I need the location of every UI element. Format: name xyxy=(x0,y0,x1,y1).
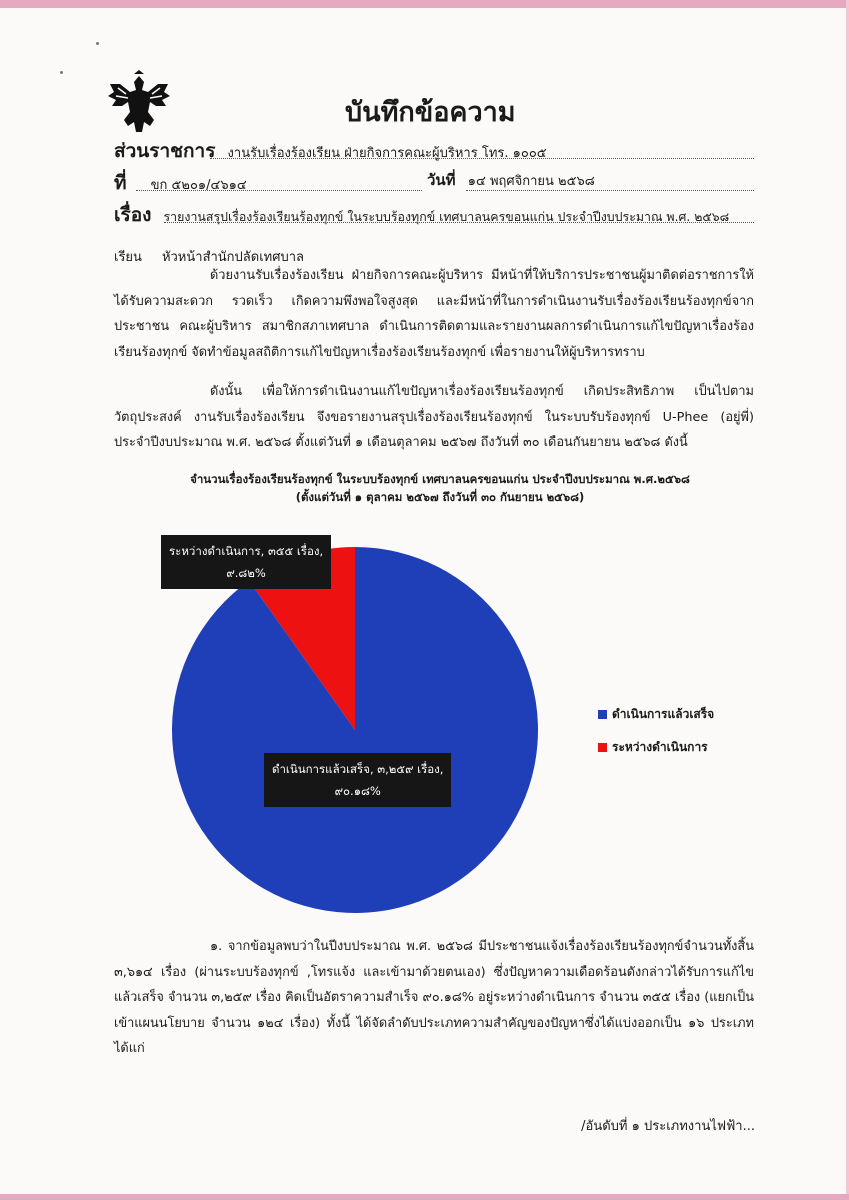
salutation-value: หัวหน้าสำนักปลัดเทศบาล xyxy=(161,250,304,265)
legend-swatch-in-progress xyxy=(598,743,607,752)
chart-title: จำนวนเรื่องร้องเรียนร้องทุกข์ ในระบบร้องทุกข์ เทศบาลนครขอนแก่น ประจำปีงบประมาณ พ.ศ.๒๕๖๘ xyxy=(190,472,690,486)
paragraph-1-text: ด้วยงานรับเรื่องร้องเรียน ฝ่ายกิจการคณะผู้บริหาร มีหน้าที่ให้บริการประชาชนผู้มาติดต่อราชการให้ได้รับความสะดวก รวดเร็ว เกิดความพึงพอใจสูงสุด และมีหน้าที่ในการดำเนินงานรับเรื่องร้องเรียนร้องทุกข์จากประชาชน คณะผู้บริหาร สมาชิกสภาเทศบาล ดำเนินการติดตามและรายงานผลการดำเนินการแก้ไขปัญหาเรื่องร้องเรียนร้องทุกข์ จัดทำข้อมูลสถิติการแก้ไขปัญหาเรื่องร้องเรียนร้องทุกข์ เพื่อรายงานให้ผู้บริหารทราบ xyxy=(114,268,754,360)
pie-label-in-progress-line2: ๙.๘๒% xyxy=(226,566,266,580)
date-label: วันที่ xyxy=(427,171,456,189)
pie-data-label-completed xyxy=(264,753,451,807)
paragraph-2-text: ดังนั้น เพื่อให้การดำเนินงานแก้ไขปัญหาเรื่องร้องเรียนร้องทุกข์ เกิดประสิทธิภาพ เป็นไปตามวัตถุประสงค์ งานรับเรื่องร้องเรียน จึงขอรายงานสรุปเรื่องร้องเรียนร้องทุกข์ ในระบบรับร้องทุกข์ U-Phee (อยู่พี่) ประจำปีงบประมาณ พ.ศ. ๒๕๖๘ ตั้งแต่วันที่ ๑ เดือนตุลาคม ๒๕๖๗ ถึงวันที่ ๓๐ เดือนกันยายน ๒๕๖๘ ดังนี้ xyxy=(114,384,754,450)
date-value: ๑๔ พฤศจิกายน ๒๕๖๘ xyxy=(467,174,595,189)
subject-label: เรื่อง xyxy=(114,204,152,226)
legend-label-in-progress: ระหว่างดำเนินการ xyxy=(612,740,708,754)
department-label: ส่วนราชการ xyxy=(114,140,216,162)
department-value: งานรับเรื่องร้องเรียน ฝ่ายกิจการคณะผู้บริหาร โทร. ๑๐๐๕ xyxy=(227,146,547,161)
legend-swatch-completed xyxy=(598,710,607,719)
chart-subtitle: (ตั้งแต่วันที่ ๑ ตุลาคม ๒๕๖๗ ถึงวันที่ ๓๐ กันยายน ๒๕๖๘) xyxy=(295,490,585,504)
legend-label-completed: ดำเนินการแล้วเสร็จ xyxy=(612,707,715,721)
pie-label-completed-line1: ดำเนินการแล้วเสร็จ, ๓,๒๕๙ เรื่อง, xyxy=(272,762,444,776)
legend-item-in-progress xyxy=(598,738,708,757)
legend-item-completed xyxy=(598,705,714,724)
reference-label: ที่ xyxy=(114,172,127,194)
subject-value: รายงานสรุปเรื่องร้องเรียนร้องทุกข์ ในระบบร้องทุกข์ เทศบาลนครขอนแก่น ประจำปีงบประมาณ พ.ศ. ๒๕๖๘ xyxy=(163,209,730,224)
reference-value: ขก ๕๒๐๑/๔๖๑๔ xyxy=(150,178,247,193)
pie-label-completed-line2: ๙๐.๑๘% xyxy=(334,784,381,798)
next-page-note: /อันดับที่ ๑ ประเภทงานไฟฟ้า... xyxy=(581,1119,755,1134)
pie-label-in-progress-line1: ระหว่างดำเนินการ, ๓๕๕ เรื่อง, xyxy=(169,544,324,558)
paragraph-3-text: ๑. จากข้อมูลพบว่าในปีงบประมาณ พ.ศ. ๒๕๖๘ มีประชาชนแจ้งเรื่องร้องเรียนร้องทุกข์จำนวนทั้งสิ้น ๓,๖๑๔ เรื่อง (ผ่านระบบร้องทุกข์ ,โทรแจ้ง และเข้ามาด้วยตนเอง) ซึ่งปัญหาความเดือดร้อนดังกล่าวได้รับการแก้ไขแล้วเสร็จ จำนวน ๓,๒๕๙ เรื่อง คิดเป็นอัตราความสำเร็จ ๙๐.๑๘% อยู่ระหว่างดำเนินการ จำนวน ๓๕๕ เรื่อง (แยกเป็นเข้าแผนนโยบาย จำนวน ๑๒๔ เรื่อง) ทั้งนี้ ได้จัดลำดับประเภทความสำคัญของปัญหาซึ่งได้แบ่งออกเป็น ๑๖ ประเภท ได้แก่ xyxy=(114,939,754,1056)
paragraph-3 xyxy=(114,934,754,1062)
document-title: บันทึกข้อความ xyxy=(345,97,516,128)
pie-data-label-in-progress xyxy=(161,535,331,589)
pie-slice-completed xyxy=(172,547,538,913)
salutation-label: เรียน xyxy=(114,250,142,265)
